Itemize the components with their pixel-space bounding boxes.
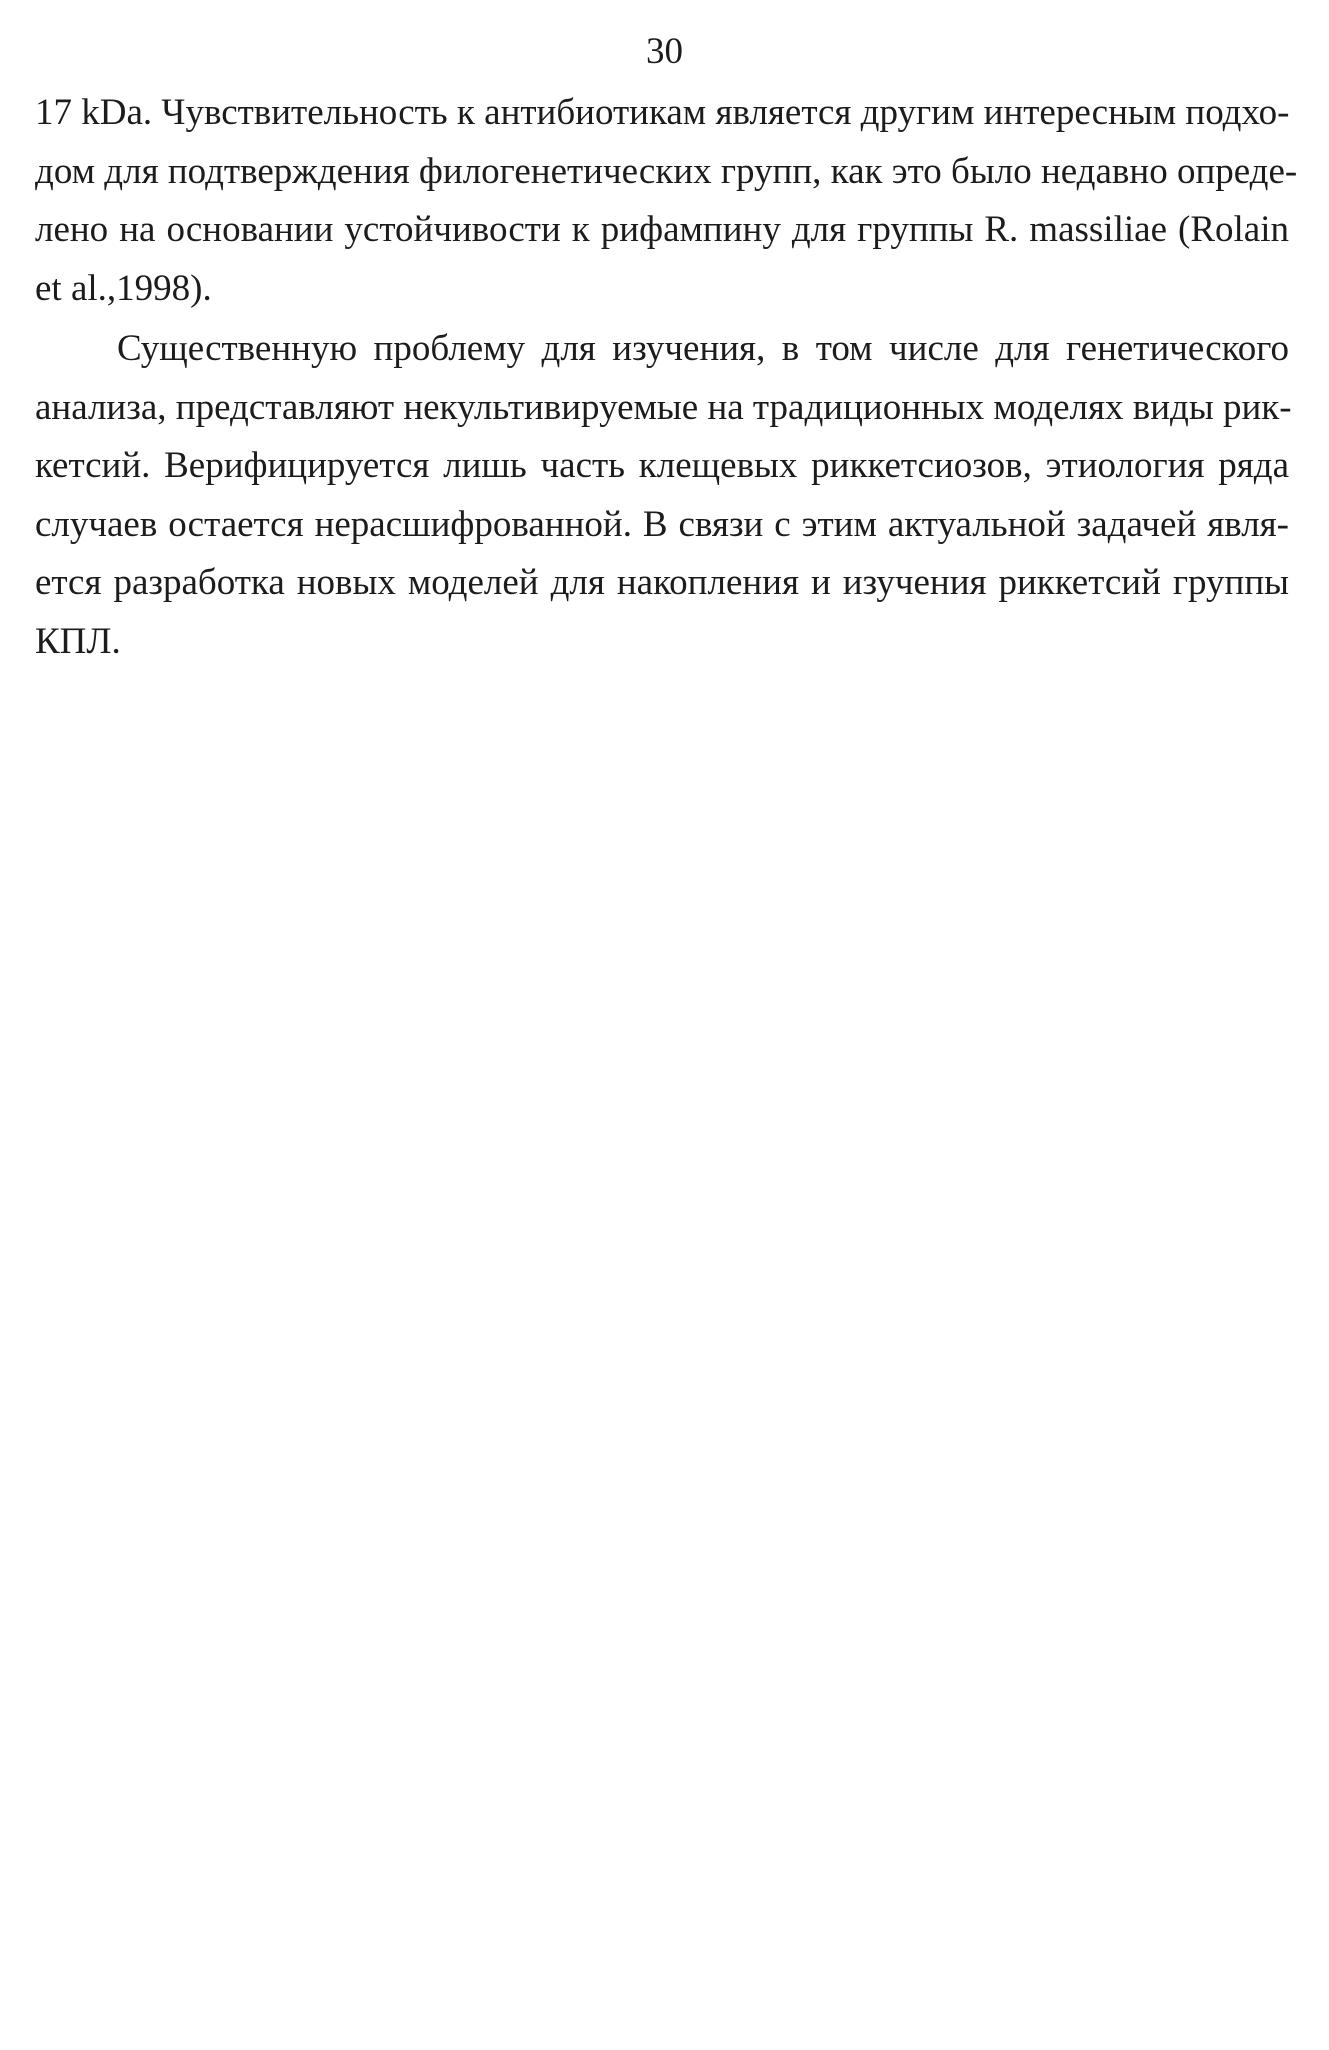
paragraph-2	[35, 320, 1292, 671]
text-line: Существенную проблему для изучения, в том числе для генетического	[117, 328, 1289, 369]
page-number: 30	[646, 31, 683, 72]
text-line: лено на основании устойчивости к рифампину для группы R. massiliae (Rolain	[35, 209, 1289, 250]
paragraph-1	[35, 84, 1298, 318]
text-line: кетсий. Верифицируется лишь часть клещевых риккетсиозов, этиология ряда	[35, 445, 1289, 486]
text-line: дом для подтверждения филогенетических групп, как это было недавно опреде-	[35, 150, 1298, 192]
text-line: анализа, представляют некультивируемые на традиционных моделях виды рик-	[35, 386, 1292, 428]
text-line: КПЛ.	[35, 620, 121, 662]
text-line: случаев остается нерасшифрованной. В связи с этим актуальной задачей явля-	[35, 503, 1289, 545]
text-line: ется разработка новых моделей для накопления и изучения риккетсий группы	[35, 562, 1289, 603]
text-line: et al.,1998).	[35, 267, 212, 309]
body-text	[35, 84, 1298, 671]
text-line: 17 kDa. Чувствительность к антибиотикам является другим интересным подхо-	[35, 92, 1290, 133]
